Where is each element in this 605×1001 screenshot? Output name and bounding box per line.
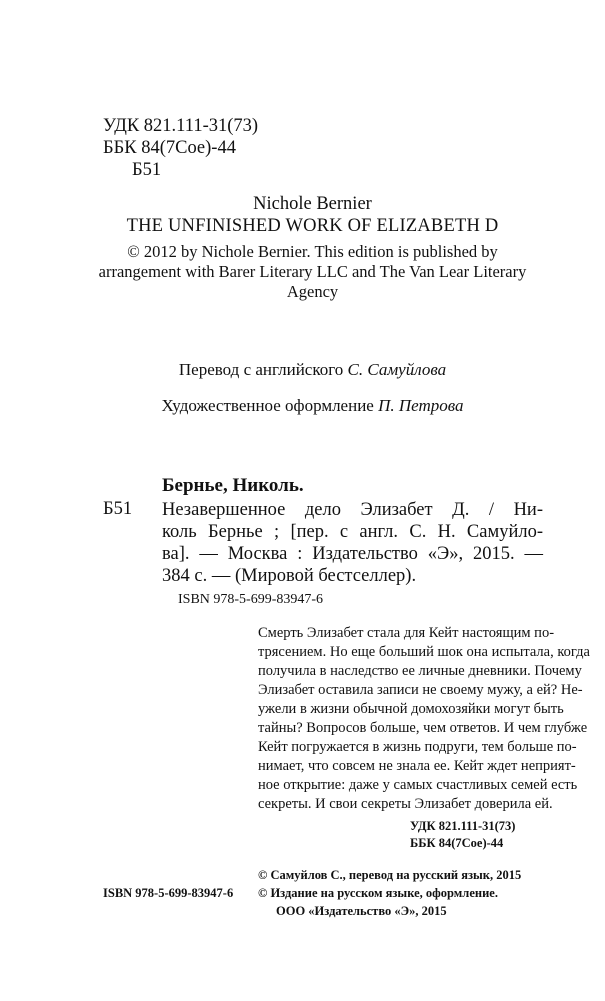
bbk-code: ББК 84(7Сое)-44 bbox=[103, 138, 236, 158]
annotation-bbk: ББК 84(7Сое)-44 bbox=[410, 836, 504, 850]
catalog-description-line: Незавершенное дело Элизабет Д. / Ни- bbox=[162, 500, 543, 520]
annotation-line: получила в наследство ее личные дневники. Почему bbox=[258, 663, 582, 679]
annotation-udk: УДК 821.111-31(73) bbox=[410, 819, 516, 833]
catalog-author-heading: Бернье, Николь. bbox=[162, 475, 304, 496]
translation-credit bbox=[60, 360, 565, 380]
catalog-mark: Б51 bbox=[103, 499, 133, 519]
annotation-line: Элизабет оставила записи не своему мужу, а ей? Не- bbox=[258, 682, 583, 698]
translation-label: Перевод с английского bbox=[178, 360, 344, 379]
rights-line-3: Agency bbox=[286, 282, 339, 301]
catalog-isbn: ISBN 978-5-699-83947-6 bbox=[178, 592, 324, 607]
translator-name: С. Самуйлова bbox=[347, 360, 447, 379]
annotation-line: Кейт погружается в жизнь подруги, тем больше по- bbox=[258, 739, 577, 755]
annotation-line: нимает, что совсем не знала ее. Кейт ждет неприят- bbox=[258, 758, 576, 774]
udk-code: УДК 821.111-31(73) bbox=[103, 116, 259, 136]
annotation-line: трясением. Но еще больший шок она испытала, когда bbox=[258, 644, 590, 660]
catalog-description-line: коль Бернье ; [пер. с англ. С. Н. Самуйло- bbox=[162, 522, 543, 542]
design-credit bbox=[60, 396, 565, 416]
catalog-description-line: ва]. — Москва : Издательство «Э», 2015. — bbox=[162, 544, 543, 564]
copyright-line: ООО «Издательство «Э», 2015 bbox=[276, 904, 447, 918]
catalog-description-line: 384 с. — (Мировой бестселлер). bbox=[162, 566, 417, 586]
footer-isbn: ISBN 978-5-699-83947-6 bbox=[103, 886, 234, 900]
rights-line-2: arrangement with Barer Literary LLC and The Van Lear Literary bbox=[98, 262, 527, 281]
designer-name: П. Петрова bbox=[378, 396, 464, 415]
rights-line-1: © 2012 by Nichole Bernier. This edition is published by bbox=[127, 242, 498, 261]
annotation-line: ужели в жизни обычной домохозяйки могут быть bbox=[258, 701, 564, 717]
copyright-line: © Самуйлов С., перевод на русский язык, 2015 bbox=[258, 868, 522, 882]
annotation-line: ное открытие: даже у самых счастливых семей есть bbox=[258, 777, 578, 793]
annotation-line: тайны? Вопросов больше, чем ответов. И чем глубже bbox=[258, 720, 588, 736]
design-label: Художественное оформление bbox=[161, 396, 374, 415]
original-author: Nichole Bernier bbox=[253, 194, 372, 214]
annotation-line: Смерть Элизабет стала для Кейт настоящим по- bbox=[258, 625, 555, 641]
original-title: THE UNFINISHED WORK OF ELIZABETH D bbox=[126, 216, 499, 236]
author-mark: Б51 bbox=[132, 160, 162, 180]
copyright-line: © Издание на русском языке, оформление. bbox=[258, 886, 498, 900]
annotation-line: секреты. И свои секреты Элизабет доверила ей. bbox=[258, 796, 553, 812]
